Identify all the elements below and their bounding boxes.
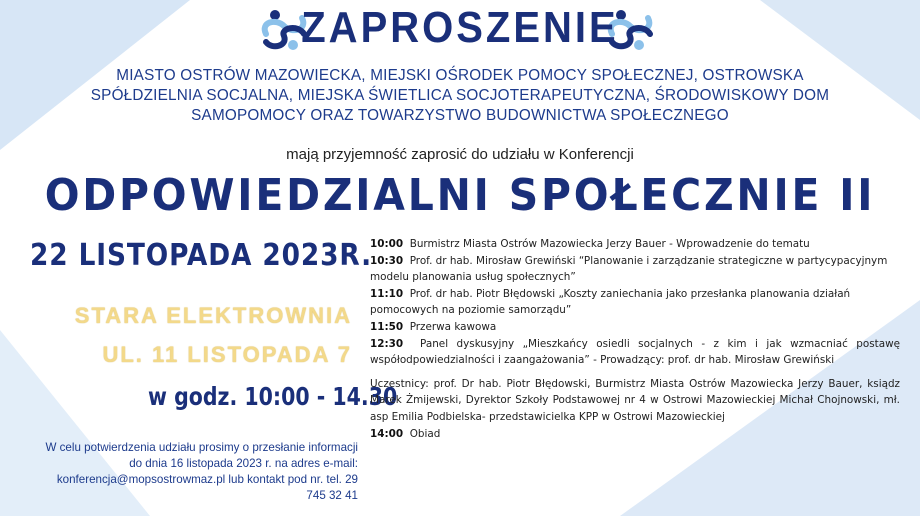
agenda-time: 10:30 — [370, 254, 404, 267]
agenda-item — [370, 336, 900, 369]
venue-address: UL. 11 LISTOPADA 7 — [102, 342, 352, 367]
agenda-time: 14:00 — [370, 427, 404, 440]
confirmation-info: W celu potwierdzenia udziału prosimy o przesłanie informacji do dnia 16 listopada 2023 r. na adres e-mail: konferencja@mopsostrowmaz.pl lub kontakt pod nr. tel. 29 745 32 41 — [45, 441, 358, 502]
agenda-time: 11:10 — [370, 287, 404, 300]
agenda-text: Prof. dr hab. Mirosław Grewiński “Planowanie i zarządzanie strategiczne w partycypacyjnym modelu planowania usług społecznych” — [370, 254, 888, 284]
invitation-line: mają przyjemność zaprosić do udziału w Konferencji — [286, 146, 634, 163]
agenda-time: 12:30 — [370, 337, 404, 350]
organizers-text: MIASTO OSTRÓW MAZOWIECKA, MIEJSKI OŚRODEK POMOCY SPOŁECZNEJ, OSTROWSKA SPÓŁDZIELNIA SOCJALNA, MIEJSKA ŚWIETLICA SOCJOTERAPEUTYCZNA, ŚRODOWISKOWY DOM SAMOPOMOCY ORAZ TOWARZYSTWO BUDOWNICTWA SPOŁECZNEGO — [90, 67, 830, 124]
agenda-time: 10:00 — [370, 238, 404, 250]
event-date: 22 LISTOPADA 2023R. — [30, 238, 372, 273]
agenda-item — [370, 286, 900, 319]
agenda-item — [370, 236, 900, 253]
agenda-item — [370, 253, 900, 286]
event-hours: w godz. 10:00 - 14.30 — [148, 382, 398, 411]
agenda-item — [370, 426, 900, 443]
agenda-text: Prof. dr hab. Piotr Błędowski „Koszty zaniechania jako przesłanka planowania działań pomocowych na poziomie samorządu” — [370, 287, 851, 317]
agenda-text: Przerwa kawowa — [409, 320, 497, 333]
agenda-text: Burmistrz Miasta Ostrów Mazowiecka Jerzy Bauer - Wprowadzenie do tematu — [409, 238, 810, 250]
agenda-text: Panel dyskusyjny „Mieszkańcy osiedli socjalnych - z kim i jak wzmacniać postawę współodpowiedzialności i zaangażowania” - Prowadzący: prof. dr hab. Mirosław Grewiński — [370, 337, 900, 367]
conference-name: ODPOWIEDZIALNI SPOŁECZNIE II — [44, 170, 876, 221]
agenda-time: 11:50 — [370, 320, 404, 333]
agenda-list — [370, 236, 900, 442]
invitation-title: ZAPROSZENIE — [301, 4, 619, 52]
agenda-text: Uczestnicy: prof. Dr hab. Piotr Błędowski, Burmistrz Miasta Ostrów Mazowiecka Jerzy Bauer, ksiądz Marek Żmijewski, Dyrektor Szkoły Podstawowej nr 4 w Ostrowi Mazowieckiej Michał Chojnowski, mł. asp Emilia Podbielska- przedstawicielka KPP w Ostrowi Mazowieckiej — [370, 377, 900, 423]
agenda-item — [370, 319, 900, 336]
agenda-text: Obiad — [409, 427, 441, 440]
venue-name: STARA ELEKTROWNIA — [74, 303, 352, 328]
agenda-item — [370, 376, 900, 426]
